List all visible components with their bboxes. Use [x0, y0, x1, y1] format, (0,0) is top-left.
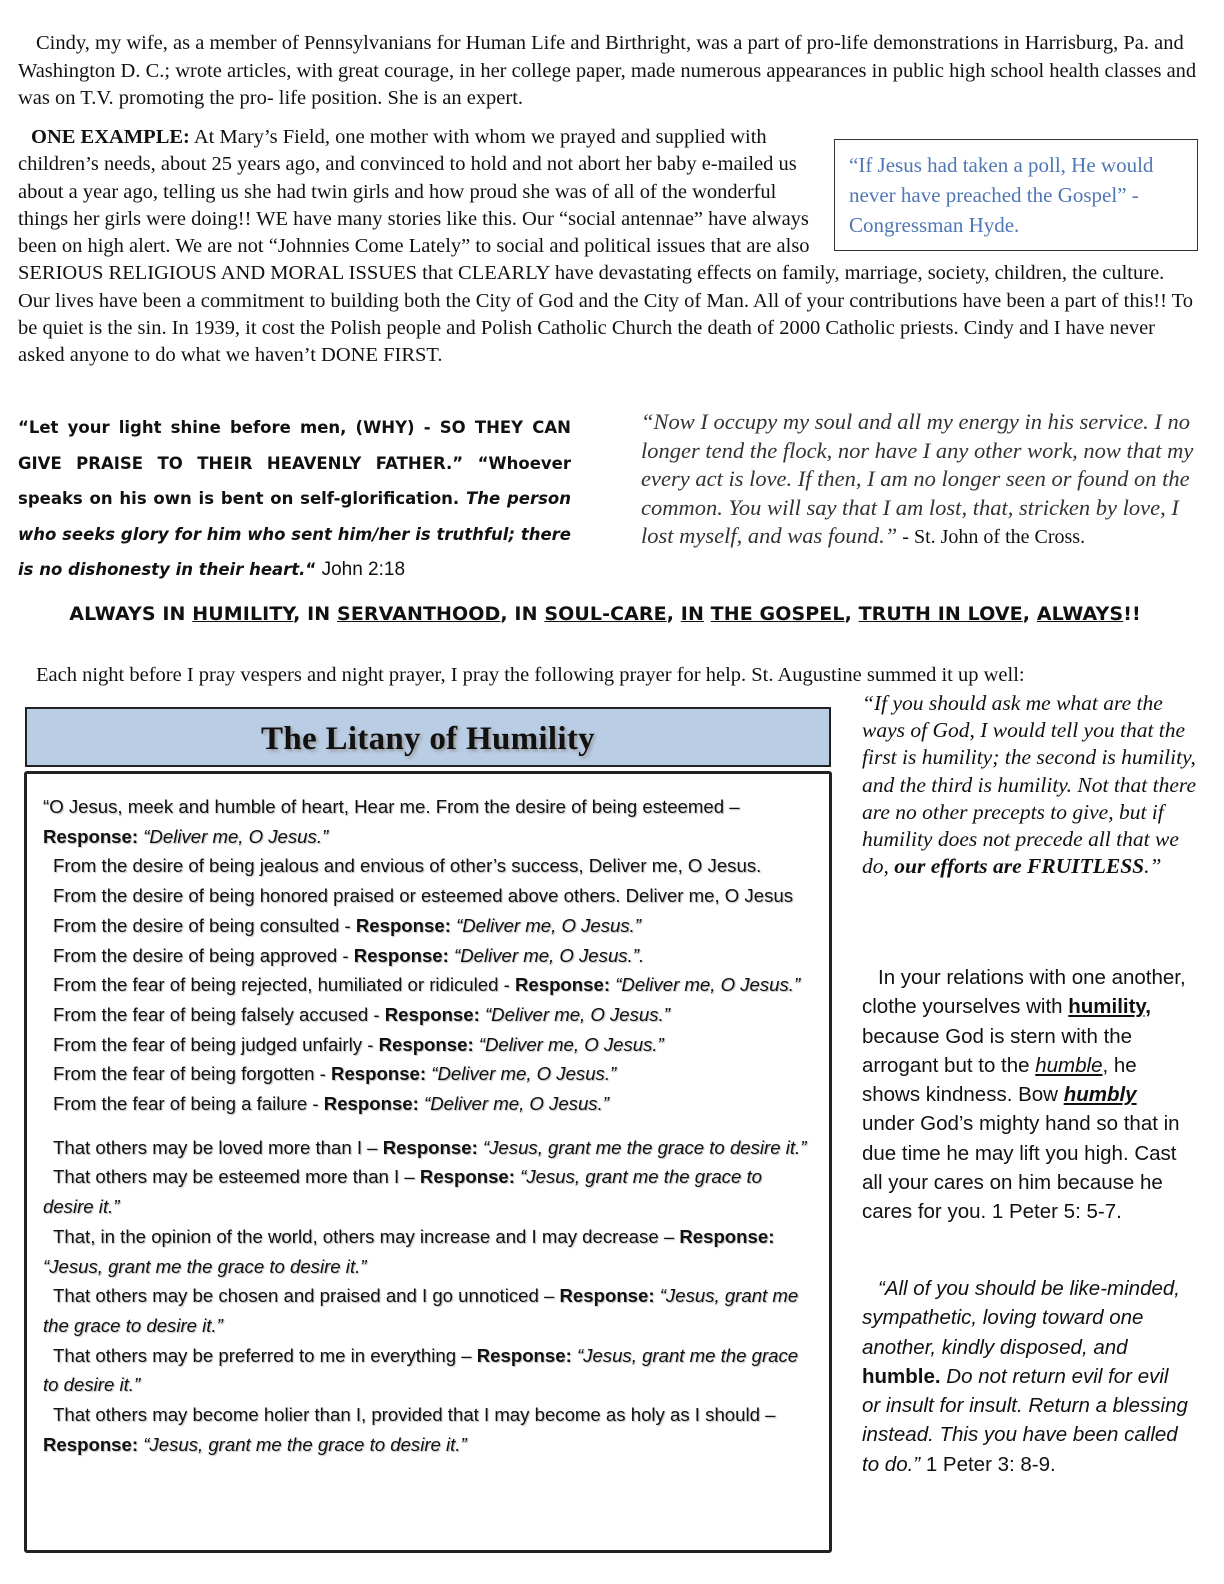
litany-box: [24, 771, 832, 1553]
response-text: “Jesus, grant me the grace to desire it.”: [143, 1433, 467, 1455]
relations-humbly: humbly: [1063, 1083, 1137, 1107]
augustine-quote: [862, 690, 1202, 880]
relations-text: In your relations with one another, clothe yourselves with: [862, 966, 1186, 1019]
motto-part: ,: [666, 603, 681, 625]
litany-line: [43, 1030, 815, 1060]
intro-paragraph: Cindy, my wife, as a member of Pennsylvanians for Human Life and Birthright, was a part of pro-life demonstrations in Harrisburg, Pa. and Washington D. C.; wrote articles, with great courage, in her college paper, made numerous appearances in public high school health classes and was on T.V. promoting the pro- life position. She is an expert.: [18, 32, 1197, 109]
john-quote-close: “: [305, 560, 317, 579]
john-quote-bold: “Let your light shine before men, (WHY) - SO THEY CAN GIVE PRAISE TO THEIR HEAVENLY FATHER.” “Whoever speaks on his own is bent on self-glorification.: [18, 418, 571, 508]
litany-line: [43, 1341, 815, 1400]
litany-text: From the fear of being rejected, humiliated or ridiculed -: [53, 974, 515, 996]
litany-text: From the desire of being honored praised or esteemed above others. Deliver me, O Jesus: [53, 885, 794, 907]
motto-underlined: IN: [680, 603, 704, 625]
litany-line: [43, 881, 815, 911]
litany-line: [43, 941, 815, 971]
litany-line: [43, 911, 815, 941]
augustine-bold: our efforts are FRUITLESS: [894, 854, 1145, 879]
relations-text: because God is stern with the arrogant but to the: [862, 1024, 1133, 1077]
motto-underlined: SERVANTHOOD: [337, 603, 501, 625]
litany-title: The Litany of Humility: [261, 721, 595, 757]
nightly-prayer-intro: Each night before I pray vespers and night prayer, I pray the following prayer for help. St. Augustine summed it up well:: [36, 664, 1025, 686]
motto-part: ALWAYS IN: [69, 603, 193, 625]
john-quote: [18, 410, 571, 588]
example-lead: ONE EXAMPLE:: [31, 126, 190, 148]
response-label: Response:: [43, 1433, 139, 1455]
relations-text: , he shows kindness. Bow: [862, 1053, 1137, 1107]
response-label: Response:: [43, 825, 139, 847]
motto-part: !!: [1123, 603, 1141, 625]
motto-part: , IN: [293, 603, 338, 625]
response-text: “Deliver me, O Jesus.”: [484, 1003, 670, 1025]
litany-text: From the fear of being falsely accused -: [53, 1003, 385, 1025]
augustine-text: “If you should ask me what are the ways of God, I would tell you that the first is humility; the second is humility, and the third is humility. Not that there are no other precepts to give, but if humility does not precede all that we do,: [862, 691, 1197, 879]
litany-line: [43, 1000, 815, 1030]
peter-ref: 1 Peter 3: 8-9.: [920, 1452, 1056, 1476]
litany-line: [43, 1281, 815, 1340]
litany-text: That others may be chosen and praised and I go unnoticed –: [53, 1285, 560, 1307]
response-label: Response:: [384, 1003, 480, 1025]
cross-quote-text: “Now I occupy my soul and all my energy in his service. I no longer tend the flock, nor have I any other work, now that my every act is love. If then, I am no longer seen or found on the common. You will say that I am lost, that, stricken by love, I lost myself, and was found.”: [641, 409, 1194, 548]
litany-line: [43, 1400, 815, 1459]
response-label: Response:: [382, 1136, 478, 1158]
peter-quote: [862, 1274, 1192, 1479]
relations-humility: humility,: [1068, 995, 1151, 1019]
relations-text: under God’s mighty hand so that in due time he may lift you high. Cast all your cares on him because he cares for you. 1 Peter 5: 5-7.: [862, 1112, 1180, 1224]
litany-line: [43, 1059, 815, 1089]
john-quote-ref: John 2:18: [316, 559, 406, 580]
john-quote-italic: The person who seeks glory for him who sent him/her is truthful; there is no dishonesty in their heart.: [18, 489, 571, 579]
response-label: Response:: [355, 914, 451, 936]
litany-text: From the fear of being a failure -: [53, 1093, 324, 1115]
motto-part: , IN: [500, 603, 545, 625]
peter-humble: humble.: [862, 1364, 941, 1388]
response-text: “Deliver me, O Jesus.”: [424, 1093, 609, 1115]
response-label: Response:: [378, 1033, 474, 1055]
peter-text: “All of you should be like-minded, sympathetic, loving toward one another, kindly disposed, and: [862, 1277, 1180, 1359]
motto-line: [0, 603, 1210, 625]
motto-underlined: ALWAYS: [1036, 603, 1124, 625]
litany-line: [43, 970, 815, 1000]
response-text: “Deliver me, O Jesus.”: [431, 1063, 617, 1085]
motto-underlined: THE GOSPEL: [710, 603, 845, 625]
response-text: “Jesus, grant me the grace to desire it.”: [43, 1255, 367, 1277]
response-label: Response:: [331, 1063, 427, 1085]
cross-quote-attribution: - St. John of the Cross.: [897, 526, 1086, 548]
response-text: “Deliver me, O Jesus.”: [478, 1033, 664, 1055]
litany-text: From the desire of being jealous and envious of other’s success, Deliver me, O Jesus.: [53, 855, 762, 877]
motto-underlined: TRUTH IN LOVE: [858, 603, 1023, 625]
response-text: “Deliver me, O Jesus.”: [143, 825, 329, 847]
litany-line: [43, 851, 815, 881]
litany-text: “O Jesus, meek and humble of heart, Hear me. From the desire of being esteemed –: [43, 796, 740, 817]
litany-text: From the desire of being consulted -: [53, 914, 356, 936]
motto-underlined: HUMILITY: [192, 603, 294, 625]
litany-line: [43, 1162, 815, 1221]
response-text: “Jesus, grant me the grace to desire it.”: [43, 1344, 799, 1396]
response-label: Response:: [559, 1285, 655, 1307]
litany-text: That others may be preferred to me in everything –: [53, 1344, 477, 1366]
peter-text: Do not return evil for evil or insult for insult. Return a blessing instead. This you have been called to do.”: [862, 1364, 1188, 1476]
litany-text: From the desire of being approved -: [53, 944, 354, 966]
response-label: Response:: [353, 944, 449, 966]
response-text: “Jesus, grant me the grace to desire it.”: [43, 1166, 762, 1218]
litany-line: [43, 1222, 815, 1281]
litany-text: That others may be esteemed more than I –: [53, 1166, 420, 1188]
pull-quote-box: “If Jesus had taken a poll, He would never have preached the Gospel” - Congressman Hyde.: [834, 139, 1198, 251]
litany-line: [43, 792, 815, 851]
litany-text: That others may become holier than I, provided that I may become as holy as I should –: [53, 1404, 776, 1426]
motto-part: [704, 603, 711, 625]
response-label: Response:: [679, 1225, 775, 1247]
litany-line: [43, 1089, 815, 1119]
relations-humble: humble: [1035, 1053, 1103, 1077]
response-text: “Jesus, grant me the grace to desire it.”: [43, 1285, 799, 1336]
cross-quote: [641, 408, 1206, 552]
litany-text: That, in the opinion of the world, others may increase and I may decrease –: [53, 1225, 680, 1247]
response-text: “Jesus, grant me the grace to desire it.”: [482, 1136, 807, 1158]
relations-passage: [862, 963, 1192, 1227]
response-text: “Deliver me, O Jesus.”: [456, 914, 642, 936]
motto-underlined: SOUL-CARE: [544, 603, 667, 625]
response-label: Response:: [419, 1166, 515, 1188]
response-label: Response:: [323, 1093, 419, 1115]
litany-text: From the fear of being judged unfairly -: [53, 1033, 379, 1055]
motto-part: ,: [1022, 603, 1037, 625]
response-text: “Deliver me, O Jesus.”.: [454, 944, 645, 966]
litany-text: From the fear of being forgotten -: [53, 1063, 332, 1085]
response-label: Response:: [476, 1344, 572, 1366]
motto-part: ,: [844, 603, 859, 625]
example-paragraph: [18, 124, 1198, 370]
response-label: Response:: [514, 974, 611, 996]
litany-title-banner: [25, 707, 831, 767]
litany-line: [43, 1133, 815, 1163]
augustine-end: .”: [1144, 854, 1162, 879]
example-body: At Mary’s Field, one mother with whom we prayed and supplied with children’s needs, about 25 years ago, and convinced to hold and not abort her baby e-mailed us about a year ago, telling us she had twin girls and how proud she was of all of the wonderful things her girls were doing!! WE have many stories like this. Our “social antennae” have always been on high alert. We are not “Johnnies Come Lately” to social and political issues that are also SERIOUS RELIGIOUS AND MORAL ISSUES that CLEARLY have devastating effects on family, marriage, society, children, the culture. Our lives have been a commitment to building both the City of God and the City of Man. All of your contributions have been a part of this!! To be quiet is the sin. In 1939, it cost the Polish people and Polish Catholic Church the death of 2000 Catholic priests. Cindy and I have never asked anyone to do what we haven’t DONE FIRST.: [18, 126, 1194, 367]
response-text: “Deliver me, O Jesus.”: [615, 974, 801, 996]
litany-text: That others may be loved more than I –: [53, 1136, 383, 1158]
